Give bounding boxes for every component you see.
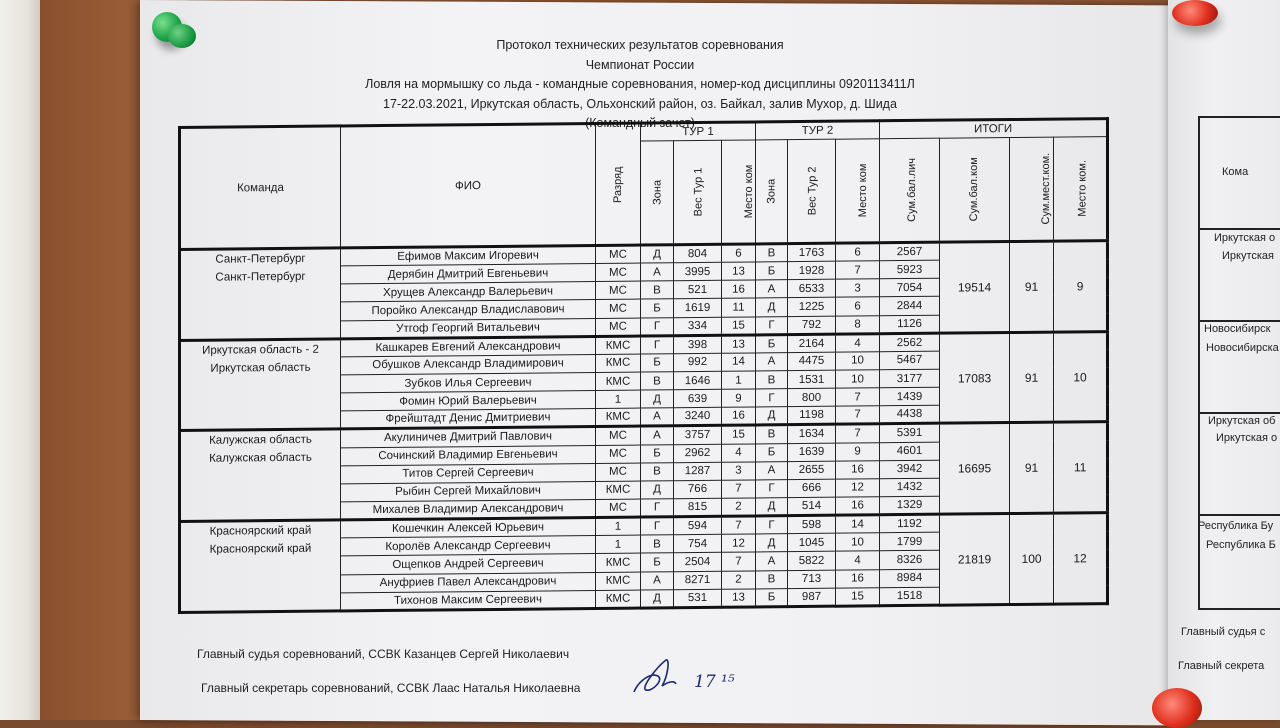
weight-tour1: 334 (674, 317, 722, 336)
team-region: Иркутская область (210, 361, 311, 375)
weight-tour2: 666 (788, 479, 836, 498)
athlete-name: Ефимов Максим Игоревич (341, 245, 596, 266)
zone-tour1: Г (641, 335, 674, 353)
championship-title: Чемпионат России (585, 57, 695, 72)
place-tour1: 13 (722, 262, 756, 280)
place-tour1: 16 (722, 407, 756, 425)
weight-tour1: 521 (674, 281, 722, 300)
zone-tour2: Г (756, 316, 788, 334)
weight-tour2: 1045 (788, 533, 836, 552)
weight-tour2: 713 (788, 570, 836, 589)
place-tour1: 15 (722, 317, 756, 335)
green-pin-head (168, 24, 196, 48)
zone-tour1: Б (641, 354, 674, 372)
place-tour1: 4 (722, 444, 756, 462)
place-tour2: 10 (836, 352, 880, 371)
team-name-cell (180, 429, 341, 521)
place-tour1: 13 (722, 335, 756, 353)
team-final-place: 9 (1054, 241, 1108, 332)
place-tour1: 7 (722, 552, 756, 570)
team-total-places: 91 (1010, 332, 1054, 423)
weight-tour1: 2962 (674, 444, 722, 463)
place-tour2: 12 (836, 479, 880, 498)
sum-personal: 1126 (880, 315, 940, 334)
team-total-places: 100 (1010, 513, 1054, 604)
athlete-rank: МС (596, 499, 641, 518)
weight-tour1: 1646 (674, 371, 722, 390)
red-pin-top (1172, 0, 1218, 26)
weight-tour1: 2504 (674, 553, 722, 572)
weight-tour1: 398 (674, 335, 722, 354)
weight-tour2: 4475 (788, 352, 836, 371)
weight-tour2: 514 (788, 497, 836, 516)
sum-personal: 8326 (880, 551, 940, 570)
zone-tour2: Д (756, 498, 788, 516)
place-tour1: 2 (722, 498, 756, 516)
team-region: Санкт-Петербург (215, 270, 306, 284)
athlete-name: Королёв Александр Сергеевич (341, 536, 596, 557)
place-tour2: 15 (836, 587, 880, 606)
athlete-name: Сочинский Владимир Евгеньевич (341, 445, 596, 466)
place-tour2: 3 (836, 279, 880, 298)
athlete-name: Хрущев Александр Валерьевич (341, 282, 596, 303)
place-tour1: 2 (722, 570, 756, 588)
place-tour2: 6 (836, 297, 880, 316)
second-sheet-row-a: Иркутская об (1208, 415, 1276, 427)
team-total-places: 91 (1010, 423, 1054, 514)
weight-tour1: 766 (674, 480, 722, 499)
athlete-name: Поройко Александр Владиславович (341, 300, 596, 321)
zone-tour1: Г (641, 517, 674, 535)
chief-judge: Главный судья соревнований, ССВК Казанцев Сергей Николаевич (197, 647, 570, 661)
weight-tour1: 3995 (674, 262, 722, 281)
weight-tour2: 1928 (788, 261, 836, 280)
sum-personal: 5467 (880, 351, 940, 370)
second-sheet-row-b: Иркутская (1222, 250, 1275, 262)
athlete-name: Ощепков Андрей Сергеевич (341, 554, 596, 575)
weight-tour1: 639 (674, 389, 722, 408)
zone-tour2: А (756, 352, 788, 370)
weight-tour1: 3240 (674, 408, 722, 427)
col-zone2: Зона (756, 140, 788, 244)
weight-tour2: 1531 (788, 370, 836, 389)
athlete-rank: 1 (596, 390, 641, 409)
weight-tour2: 987 (788, 588, 836, 607)
sum-personal: 2562 (880, 333, 940, 352)
zone-tour1: А (641, 263, 674, 281)
zone-tour2: Д (756, 298, 788, 316)
athlete-name: Ануфриев Павел Александрович (341, 572, 596, 593)
sum-personal: 8984 (880, 569, 940, 588)
sum-personal: 5923 (880, 260, 940, 279)
weight-tour2: 598 (788, 515, 836, 534)
col-rank: Разряд (596, 123, 641, 245)
zone-tour1: Д (641, 481, 674, 499)
zone-tour1: Г (641, 499, 674, 517)
athlete-rank: МС (596, 281, 641, 300)
zone-tour2: Б (756, 334, 788, 352)
sum-personal: 4438 (880, 405, 940, 424)
athlete-rank: 1 (596, 517, 641, 536)
zone-tour2: В (756, 570, 788, 588)
col-sum-places: Сум.мест.ком. (1010, 137, 1054, 241)
weight-tour1: 8271 (674, 571, 722, 590)
place-tour1: 16 (722, 280, 756, 298)
zone-tour2: Д (756, 534, 788, 552)
sum-personal: 5391 (880, 424, 940, 443)
zone-tour2: Д (756, 407, 788, 425)
place-tour1: 7 (722, 480, 756, 498)
weight-tour2: 1225 (788, 298, 836, 317)
weight-tour2: 1639 (788, 443, 836, 462)
zone-tour1: В (641, 372, 674, 390)
place-tour2: 10 (836, 370, 880, 389)
zone-tour1: В (641, 462, 674, 480)
athlete-name: Акулиничев Дмитрий Павлович (341, 427, 596, 448)
weight-tour2: 1763 (788, 243, 836, 262)
second-sheet-row-a: Иркутская о (1214, 232, 1276, 244)
athlete-rank: МС (596, 263, 641, 282)
athlete-name: Обушков Александр Владимирович (341, 354, 596, 375)
place-tour2: 4 (836, 333, 880, 352)
athlete-rank: КМС (596, 336, 641, 355)
zone-tour1: Б (641, 444, 674, 462)
athlete-rank: КМС (596, 590, 641, 609)
weight-tour1: 992 (674, 353, 722, 372)
results-table (178, 117, 1109, 614)
weight-tour2: 5822 (788, 552, 836, 571)
place-tour1: 14 (722, 353, 756, 371)
place-tour1: 12 (722, 534, 756, 552)
second-sheet-table (1198, 116, 1280, 610)
athlete-name: Утгоф Георгий Витальевич (341, 318, 596, 339)
second-sheet-row-b: Иркутская о (1216, 432, 1278, 444)
zone-tour2: Г (756, 516, 788, 534)
zone-tour2: В (756, 371, 788, 389)
col-place-team2: Место ком (836, 139, 880, 243)
col-team: Команда (180, 126, 341, 250)
place-tour2: 16 (836, 569, 880, 588)
team-name: Калужская область (209, 434, 312, 448)
chief-secretary: Главный секретарь соревнований, ССВК Лаас Наталья Николаевна (201, 681, 581, 695)
weight-tour1: 804 (674, 244, 722, 263)
athlete-rank: МС (596, 245, 641, 264)
col-tour1: ТУР 1 (641, 122, 756, 141)
place-tour2: 9 (836, 442, 880, 461)
athlete-name: Кашкарев Евгений Александрович (341, 336, 596, 357)
athlete-name: Дерябин Дмитрий Евгеньевич (341, 264, 596, 285)
zone-tour1: Г (641, 317, 674, 335)
col-zone1: Зона (641, 141, 674, 245)
second-sheet-header: Кома (1222, 166, 1249, 178)
zone-tour2: А (756, 280, 788, 298)
athlete-name: Фомин Юрий Валерьевич (341, 391, 596, 412)
team-region: Калужская область (209, 452, 312, 466)
athlete-rank: КМС (596, 572, 641, 591)
athlete-rank: КМС (596, 408, 641, 427)
zone-tour2: Б (756, 588, 788, 607)
athlete-name: Титов Сергей Сергеевич (341, 463, 596, 484)
team-final-place: 11 (1054, 422, 1108, 513)
weight-tour2: 792 (788, 316, 836, 335)
team-name: Красноярский край (209, 524, 312, 538)
second-sheet-row-a: Новосибирск (1204, 323, 1271, 335)
col-fio: ФИО (341, 123, 596, 247)
zone-tour2: Б (756, 443, 788, 461)
second-sheet-judge: Главный судья с (1181, 626, 1266, 638)
weight-tour1: 1619 (674, 299, 722, 318)
weight-tour2: 1198 (788, 406, 836, 425)
zone-tour1: В (641, 535, 674, 553)
zone-tour1: Б (641, 299, 674, 317)
col-weight2: Вес Тур 2 (788, 139, 836, 243)
zone-tour2: Г (756, 479, 788, 497)
zone-tour2: А (756, 552, 788, 570)
place-tour2: 7 (836, 388, 880, 407)
zone-tour1: А (641, 571, 674, 589)
place-tour1: 11 (722, 298, 756, 316)
weight-tour2: 800 (788, 388, 836, 407)
athlete-rank: 1 (596, 535, 641, 554)
col-totals: ИТОГИ (880, 119, 1108, 139)
place-tour2: 4 (836, 551, 880, 570)
zone-tour1: Д (641, 589, 674, 608)
sum-personal: 1329 (880, 496, 940, 515)
team-final-place: 12 (1054, 513, 1108, 604)
athlete-rank: МС (596, 299, 641, 318)
team-total-score: 21819 (940, 514, 1010, 606)
weight-tour1: 1287 (674, 462, 722, 481)
place-tour1: 1 (722, 371, 756, 389)
sum-personal: 1192 (880, 514, 940, 533)
place-tour2: 16 (836, 497, 880, 516)
place-tour1: 9 (722, 389, 756, 407)
team-name-cell (180, 339, 341, 431)
signature (628, 652, 758, 702)
handwritten-date: 17 ¹⁵ (694, 672, 735, 692)
athlete-name: Фрейштадт Денис Дмитриевич (341, 409, 596, 430)
col-tour2: ТУР 2 (756, 121, 880, 140)
place-tour2: 7 (836, 261, 880, 280)
zone-tour2: А (756, 461, 788, 479)
team-region: Красноярский край (209, 542, 312, 556)
place-tour2: 10 (836, 533, 880, 552)
athlete-rank: КМС (596, 354, 641, 373)
zone-tour1: Д (641, 390, 674, 408)
scoring-type: (Командный зачет) (585, 116, 695, 130)
team-total-score: 16695 (940, 423, 1010, 514)
weight-tour2: 6533 (788, 279, 836, 298)
team-name-cell (180, 520, 341, 612)
sum-personal: 4601 (880, 442, 940, 461)
col-sum-team: Сум.бал.ком (940, 138, 1010, 243)
col-place-team1: Место ком (722, 140, 756, 244)
athlete-name: Тихонов Максим Сергеевич (341, 590, 596, 611)
weight-tour1: 815 (674, 498, 722, 517)
team-total-places: 91 (1010, 241, 1054, 332)
zone-tour1: Б (641, 553, 674, 571)
zone-tour2: В (756, 244, 788, 262)
athlete-name: Зубков Илья Сергеевич (341, 372, 596, 393)
sum-personal: 2844 (880, 297, 940, 316)
second-sheet-row-a: Республика Бу (1198, 520, 1274, 532)
zone-tour1: А (641, 426, 674, 444)
athlete-rank: КМС (596, 372, 641, 391)
team-total-score: 17083 (940, 332, 1010, 423)
sum-personal: 1799 (880, 532, 940, 551)
sum-personal: 1439 (880, 387, 940, 406)
place-tour1: 15 (722, 425, 756, 443)
zone-tour1: Д (641, 245, 674, 263)
zone-tour2: В (756, 425, 788, 443)
sum-personal: 3177 (880, 369, 940, 388)
sum-personal: 1518 (880, 587, 940, 606)
zone-tour2: Б (756, 262, 788, 280)
athlete-name: Михалев Владимир Александрович (341, 499, 596, 520)
athlete-rank: КМС (596, 553, 641, 572)
zone-tour2: Г (756, 389, 788, 407)
weight-tour2: 2655 (788, 461, 836, 480)
second-sheet-secretary: Главный секрета (1178, 660, 1265, 672)
athlete-name: Кошечкин Алексей Юрьевич (341, 518, 596, 539)
weight-tour2: 1634 (788, 425, 836, 444)
sum-personal: 7054 (880, 278, 940, 297)
place-tour1: 6 (722, 244, 756, 262)
second-sheet-row-b: Республика Б (1206, 539, 1276, 551)
athlete-rank: МС (596, 463, 641, 482)
signature-stroke (634, 660, 676, 692)
col-sum-personal: Сум.бал.лич (880, 138, 940, 243)
weight-tour1: 3757 (674, 426, 722, 445)
athlete-name: Рыбин Сергей Михайлович (341, 481, 596, 502)
col-weight1: Вес Тур 1 (674, 140, 722, 244)
weight-tour1: 594 (674, 516, 722, 535)
place-tour1: 3 (722, 462, 756, 480)
discipline-line: Ловля на мормышку со льда - командные соревнования, номер-код дисциплины 0920113411Л (365, 77, 915, 91)
athlete-rank: МС (596, 445, 641, 464)
protocol-title: Протокол технических результатов соревнования (496, 38, 784, 52)
weight-tour1: 754 (674, 535, 722, 554)
athlete-rank: МС (596, 426, 641, 445)
zone-tour1: В (641, 281, 674, 299)
team-total-score: 19514 (940, 242, 1010, 333)
red-pin-bottom (1152, 688, 1202, 728)
sum-personal: 1432 (880, 478, 940, 497)
team-name-cell (180, 248, 341, 340)
place-tour2: 14 (836, 515, 880, 534)
athlete-rank: КМС (596, 481, 641, 500)
place-tour2: 7 (836, 406, 880, 425)
team-name: Санкт-Петербург (215, 252, 306, 266)
place-tour1: 7 (722, 516, 756, 534)
place-tour2: 7 (836, 424, 880, 443)
place-tour2: 16 (836, 460, 880, 479)
team-final-place: 10 (1054, 331, 1108, 422)
col-team-place: Место ком. (1054, 137, 1108, 242)
place-tour1: 13 (722, 589, 756, 608)
sum-personal: 3942 (880, 460, 940, 479)
weight-tour2: 2164 (788, 334, 836, 353)
second-sheet-row-b: Новосибирска (1206, 342, 1279, 354)
team-name: Иркутская область - 2 (202, 343, 319, 357)
weight-tour1: 531 (674, 589, 722, 608)
place-tour2: 6 (836, 243, 880, 262)
zone-tour1: А (641, 408, 674, 426)
athlete-rank: МС (596, 318, 641, 337)
date-location-line: 17-22.03.2021, Иркутская область, Ольхонский район, оз. Байкал, залив Мухор, д. Шида (383, 96, 897, 111)
wall (0, 0, 40, 720)
sum-personal: 2567 (880, 242, 940, 261)
place-tour2: 8 (836, 315, 880, 334)
